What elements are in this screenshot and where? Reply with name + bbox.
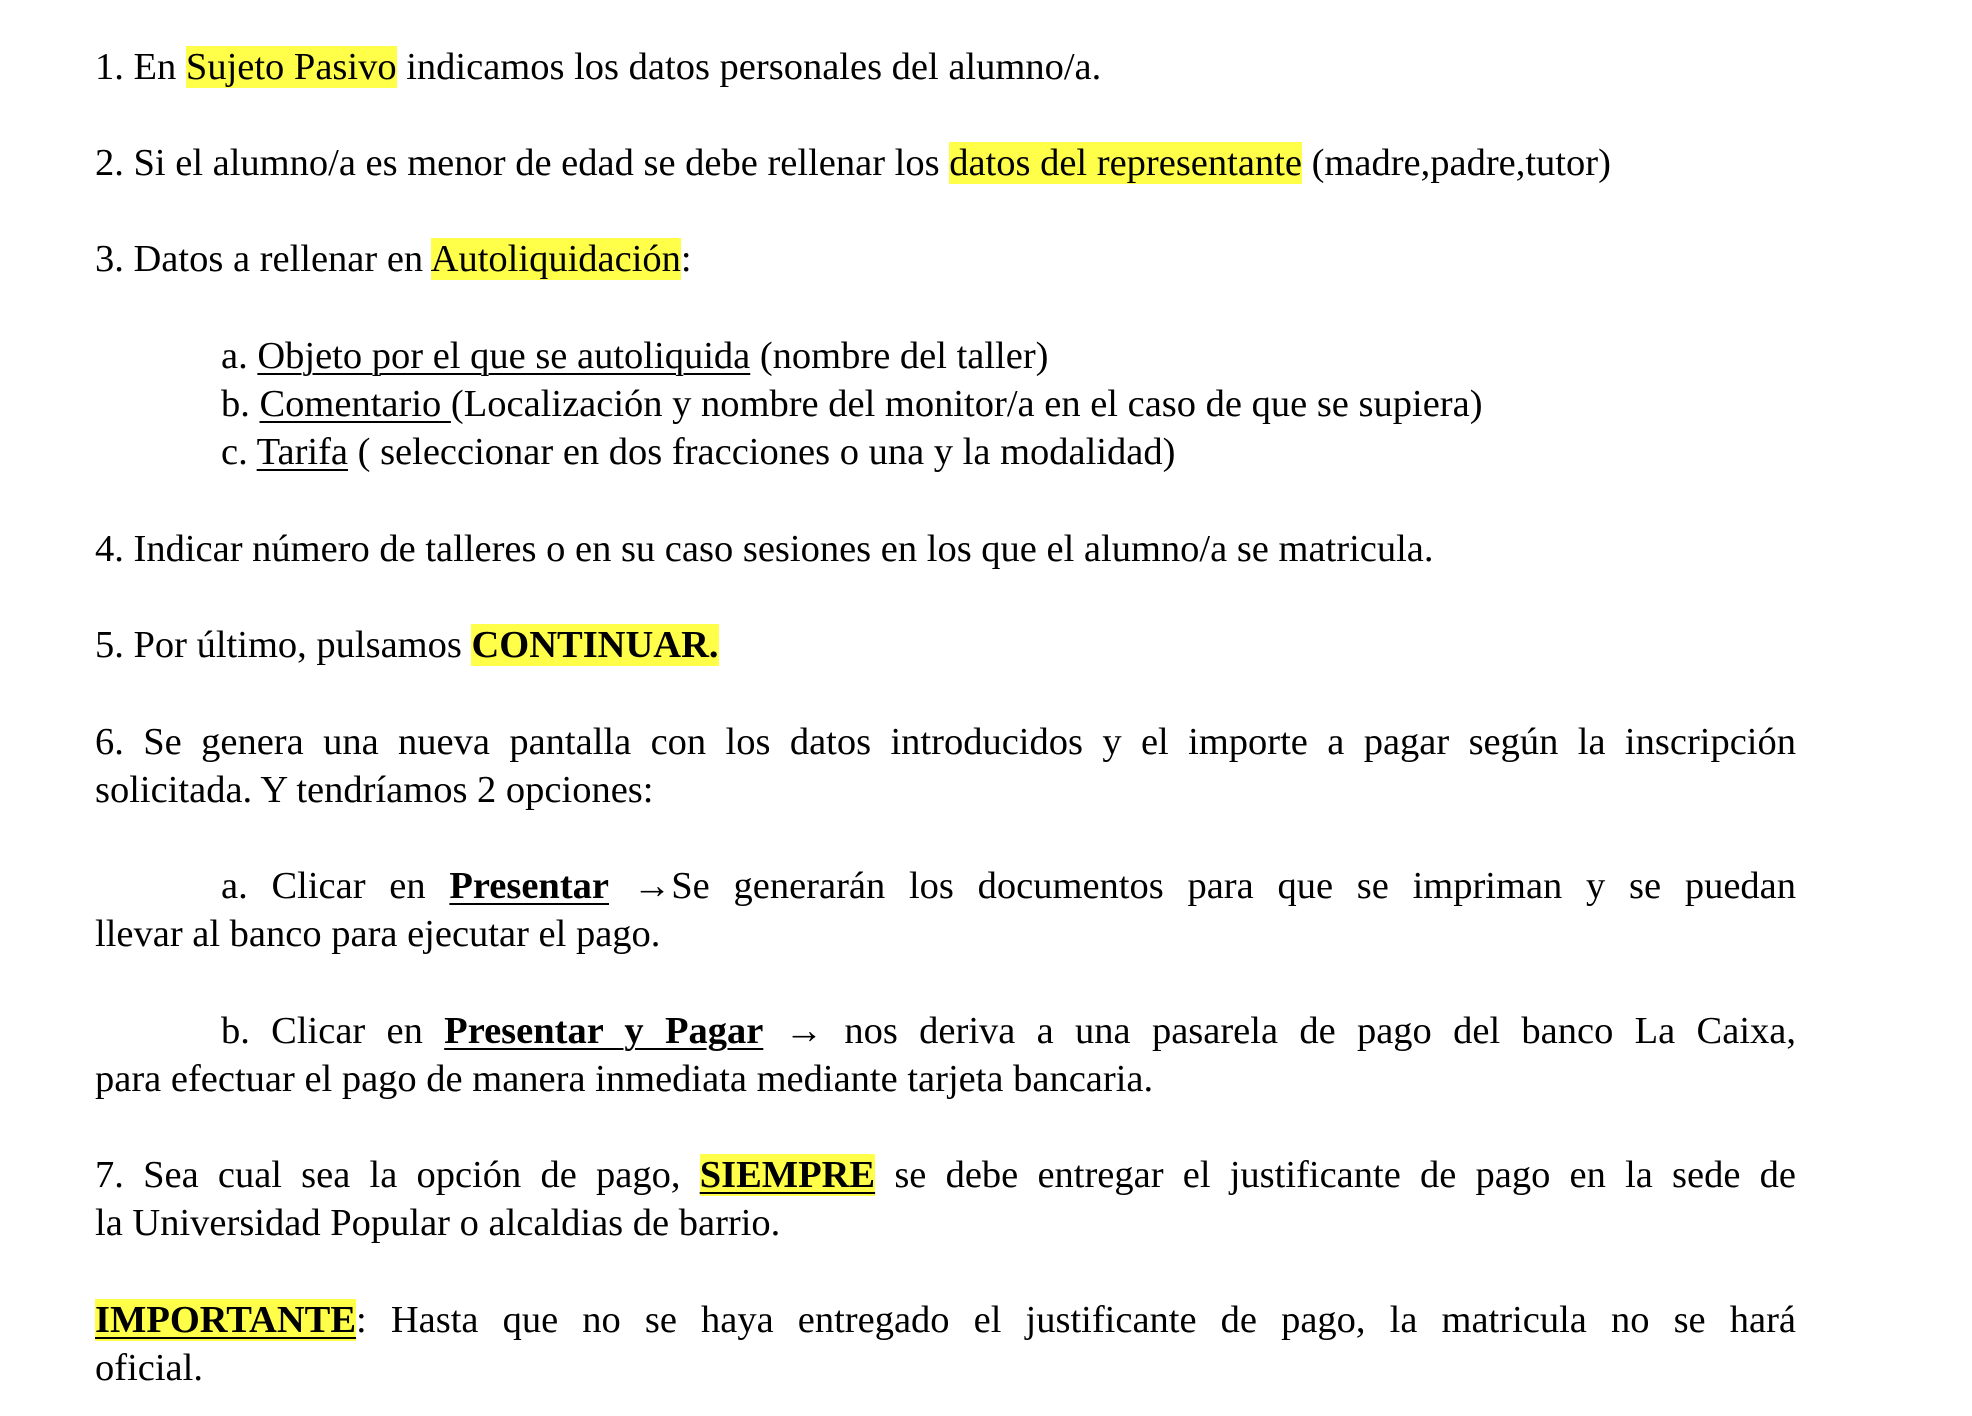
highlight-siempre: SIEMPRE	[699, 1154, 876, 1196]
item-2-text: 2. Si el alumno/a es menor de edad se debe rellenar los	[95, 142, 950, 184]
important-line-2	[95, 1344, 1796, 1392]
highlight-sujeto-pasivo: Sujeto Pasivo	[185, 46, 397, 88]
arrow-right-icon: →	[632, 865, 672, 907]
arrow-right-icon: →	[784, 1010, 845, 1052]
item-7-lead: 7. Sea cual sea la opción de pago,	[95, 1154, 700, 1196]
item-1-number: 1. En	[95, 46, 186, 88]
presentar-label: Presentar	[449, 865, 609, 907]
item-1-text: indicamos los datos personales del alumno/a.	[396, 46, 1102, 88]
item-3-colon: :	[680, 238, 692, 280]
highlight-autoliquidacion: Autoliquidación	[430, 238, 681, 280]
presentar-y-pagar-label: Presentar y Pagar	[444, 1010, 764, 1052]
important-line-1	[95, 1296, 1796, 1344]
item-6a-line-2	[95, 910, 1796, 958]
underlined-objeto: Objeto por el que se autoliquida	[257, 335, 751, 377]
item-4-text: 4. Indicar número de talleres o en su caso sesiones en los que el alumno/a se matricula.	[95, 528, 1434, 570]
item-3b-letter: b.	[221, 383, 260, 425]
item-4	[95, 525, 1796, 573]
highlight-continuar: CONTINUAR.	[471, 624, 719, 666]
item-3b	[221, 380, 1796, 428]
item-1	[95, 43, 1796, 91]
item-3a-text: (nombre del taller)	[750, 335, 1049, 377]
item-6b-lead: b. Clicar en	[221, 1010, 445, 1052]
item-6b-line-1	[221, 1007, 1796, 1055]
item-5	[95, 621, 1796, 669]
item-3	[95, 235, 1796, 283]
item-3c-text: ( seleccionar en dos fracciones o una y la modalidad)	[348, 431, 1176, 473]
highlight-importante: IMPORTANTE	[95, 1299, 357, 1341]
highlight-datos-representante: datos del representante	[949, 142, 1302, 184]
item-6a-lead: a. Clicar en	[221, 865, 450, 907]
item-6a-text-end: llevar al banco para ejecutar el pago.	[95, 913, 661, 955]
item-6a-line-1	[221, 862, 1796, 910]
underlined-tarifa: Tarifa	[256, 431, 348, 473]
item-2-text-end: (madre,padre,tutor)	[1301, 142, 1611, 184]
item-6b-text-end: para efectuar el pago de manera inmediata mediante tarjeta bancaria.	[95, 1058, 1154, 1100]
item-6-text-end: solicitada. Y tendríamos 2 opciones:	[95, 769, 654, 811]
item-3-text: 3. Datos a rellenar en	[95, 238, 431, 280]
item-3b-text: (Localización y nombre del monitor/a en el caso de que se supiera)	[450, 383, 1483, 425]
item-7-text: se debe entregar el justificante de pago en la sede de	[894, 1154, 1797, 1196]
item-6a-text: Se generarán los documentos para que se impriman y se puedan	[671, 865, 1797, 907]
item-6-text: 6. Se genera una nueva pantalla con los datos introducidos y el importe a pagar según la inscripción	[95, 721, 1796, 763]
item-3c	[221, 428, 1796, 476]
item-3a	[221, 332, 1796, 380]
item-6-line-1	[95, 718, 1796, 766]
item-6b-text: nos deriva a una pasarela de pago del banco La Caixa,	[844, 1010, 1796, 1052]
item-2	[95, 139, 1796, 187]
item-7-line-1	[95, 1151, 1796, 1199]
item-6-line-2	[95, 766, 1796, 814]
item-7-text-end: la Universidad Popular o alcaldias de barrio.	[95, 1202, 781, 1244]
item-3a-letter: a.	[221, 335, 258, 377]
important-text-end: oficial.	[95, 1347, 203, 1389]
item-6b-line-2	[95, 1055, 1796, 1103]
item-3c-letter: c.	[221, 431, 257, 473]
important-text: : Hasta que no se haya entregado el justificante de pago, la matricula no se hará	[356, 1299, 1796, 1341]
item-7-line-2	[95, 1199, 1796, 1247]
item-5-text: 5. Por último, pulsamos	[95, 624, 472, 666]
underlined-comentario: Comentario	[259, 383, 451, 425]
